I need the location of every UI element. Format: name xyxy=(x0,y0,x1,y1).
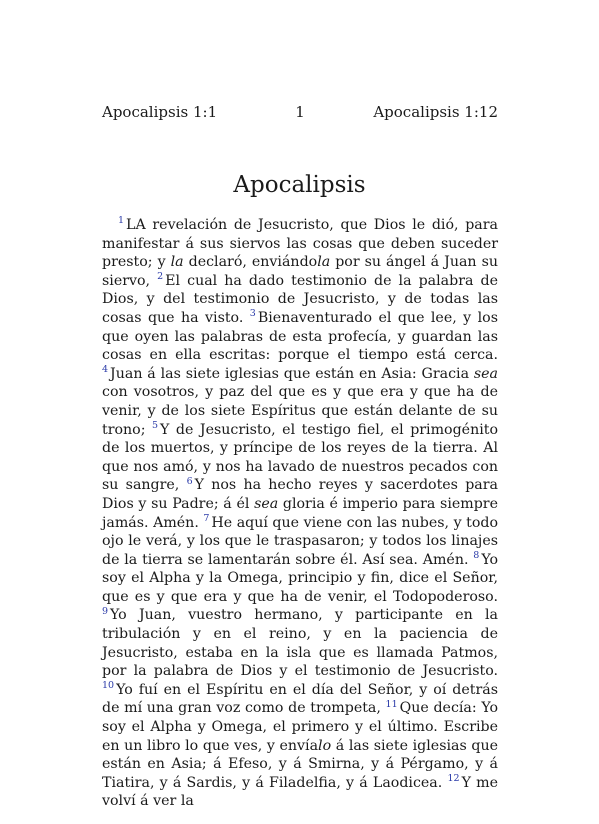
verse-text: Juan á las siete iglesias que están en Asia: Gracia xyxy=(110,365,474,382)
verse-text: Y nos ha hecho reyes y sacerdotes para Dios y su Padre; á él xyxy=(102,477,498,512)
verse-text: Bienaventurado el que lee, y los que oyen las palabras de esta profecía, y guardan las cosas en ella escritas: porque el tiempo está cerca. xyxy=(102,309,498,364)
verse-text: con vosotros, y paz del que es y que era y que ha de venir, y de los siete Espíritus que están delante de su trono; xyxy=(102,384,498,438)
verse-text: á las siete iglesias que están en Asia; á Efeso, y á Smirna, y á Pérgamo, y á Tiatira, y á Sardis, y á Filadelfia, y á Laodicea. xyxy=(102,737,498,791)
verse-text-italic: lo xyxy=(318,737,332,754)
verse-number: 5 xyxy=(151,419,159,431)
verse-text: He aquí que viene con las nubes, y todo ojo le verá, y los que le traspasaron; y todos los linajes de la tierra se lamentarán sobre él. Así sea. Amén. xyxy=(102,514,498,568)
verse-number: 9 xyxy=(102,605,109,617)
verse-text: Yo Juan, vuestro hermano, y participante en la tribulación y en el reino, y en la paciencia de Jesucristo, estaba en la isla que es llamada Patmos, por la palabra de Dios y el testimonio de Jesucristo. xyxy=(102,607,498,680)
verse-number: 3 xyxy=(249,308,256,320)
verse-text-italic: sea xyxy=(254,495,279,512)
header-left-reference: Apocalipsis 1:1 xyxy=(102,103,218,121)
verse-number: 2 xyxy=(157,271,164,283)
verse-text: Y de Jesucristo, el testigo fiel, el primogénito de los muertos, y príncipe de los reyes de la tierra. Al que nos amó, y nos ha lavado de nuestros pecados con su sangre, xyxy=(102,421,498,494)
running-header xyxy=(102,103,498,127)
verse-number: 8 xyxy=(473,549,480,561)
verse-text: Yo fuí en el Espíritu en el día del Señor, y oí detrás de mí una gran voz como de trompeta, xyxy=(102,681,498,717)
verse-text: gloria é imperio para siempre jamás. Amén. xyxy=(102,495,498,531)
verse-text: Que decía: Yo soy el Alpha y Omega, el primero y el último. Escribe en un libro lo que ves, y envía xyxy=(102,700,498,754)
verse xyxy=(102,607,498,679)
verse-text: declaró, enviándo xyxy=(183,254,318,271)
verse-text: por su ángel á Juan su siervo, xyxy=(102,254,498,289)
header-right-reference: Apocalipsis 1:12 xyxy=(373,103,498,121)
verse-number: 4 xyxy=(102,364,109,376)
scripture-text xyxy=(102,216,498,811)
verse-text: Y me volví á ver la xyxy=(102,774,498,810)
page-number: 1 xyxy=(295,103,305,121)
verse-number: 7 xyxy=(203,512,210,524)
book-title: Apocalipsis xyxy=(233,172,366,198)
verse-number: 6 xyxy=(186,475,193,487)
verse-number: 11 xyxy=(385,698,398,710)
verse-paragraph xyxy=(102,216,498,811)
verse-text: El cual ha dado testimonio de la palabra de Dios, y del testimonio de Jesucristo, y de todas las cosas que ha visto. xyxy=(102,272,498,326)
verse-number: 10 xyxy=(102,680,115,692)
verse-text: Yo soy el Alpha y la Omega, principio y fin, dice el Señor, que es y que era y que ha de venir, el Todopoderoso. xyxy=(102,551,498,605)
verse-text: LA revelación de Jesucristo, que Dios le dió, para manifestar á sus siervos las cosas que deben suceder presto; y xyxy=(102,217,498,271)
verse-text-italic: sea xyxy=(473,365,498,382)
verse-text-italic: la xyxy=(170,254,184,271)
verse-number: 1 xyxy=(118,215,125,227)
verse-number: 12 xyxy=(447,773,460,785)
verse-text-italic: la xyxy=(317,254,331,271)
